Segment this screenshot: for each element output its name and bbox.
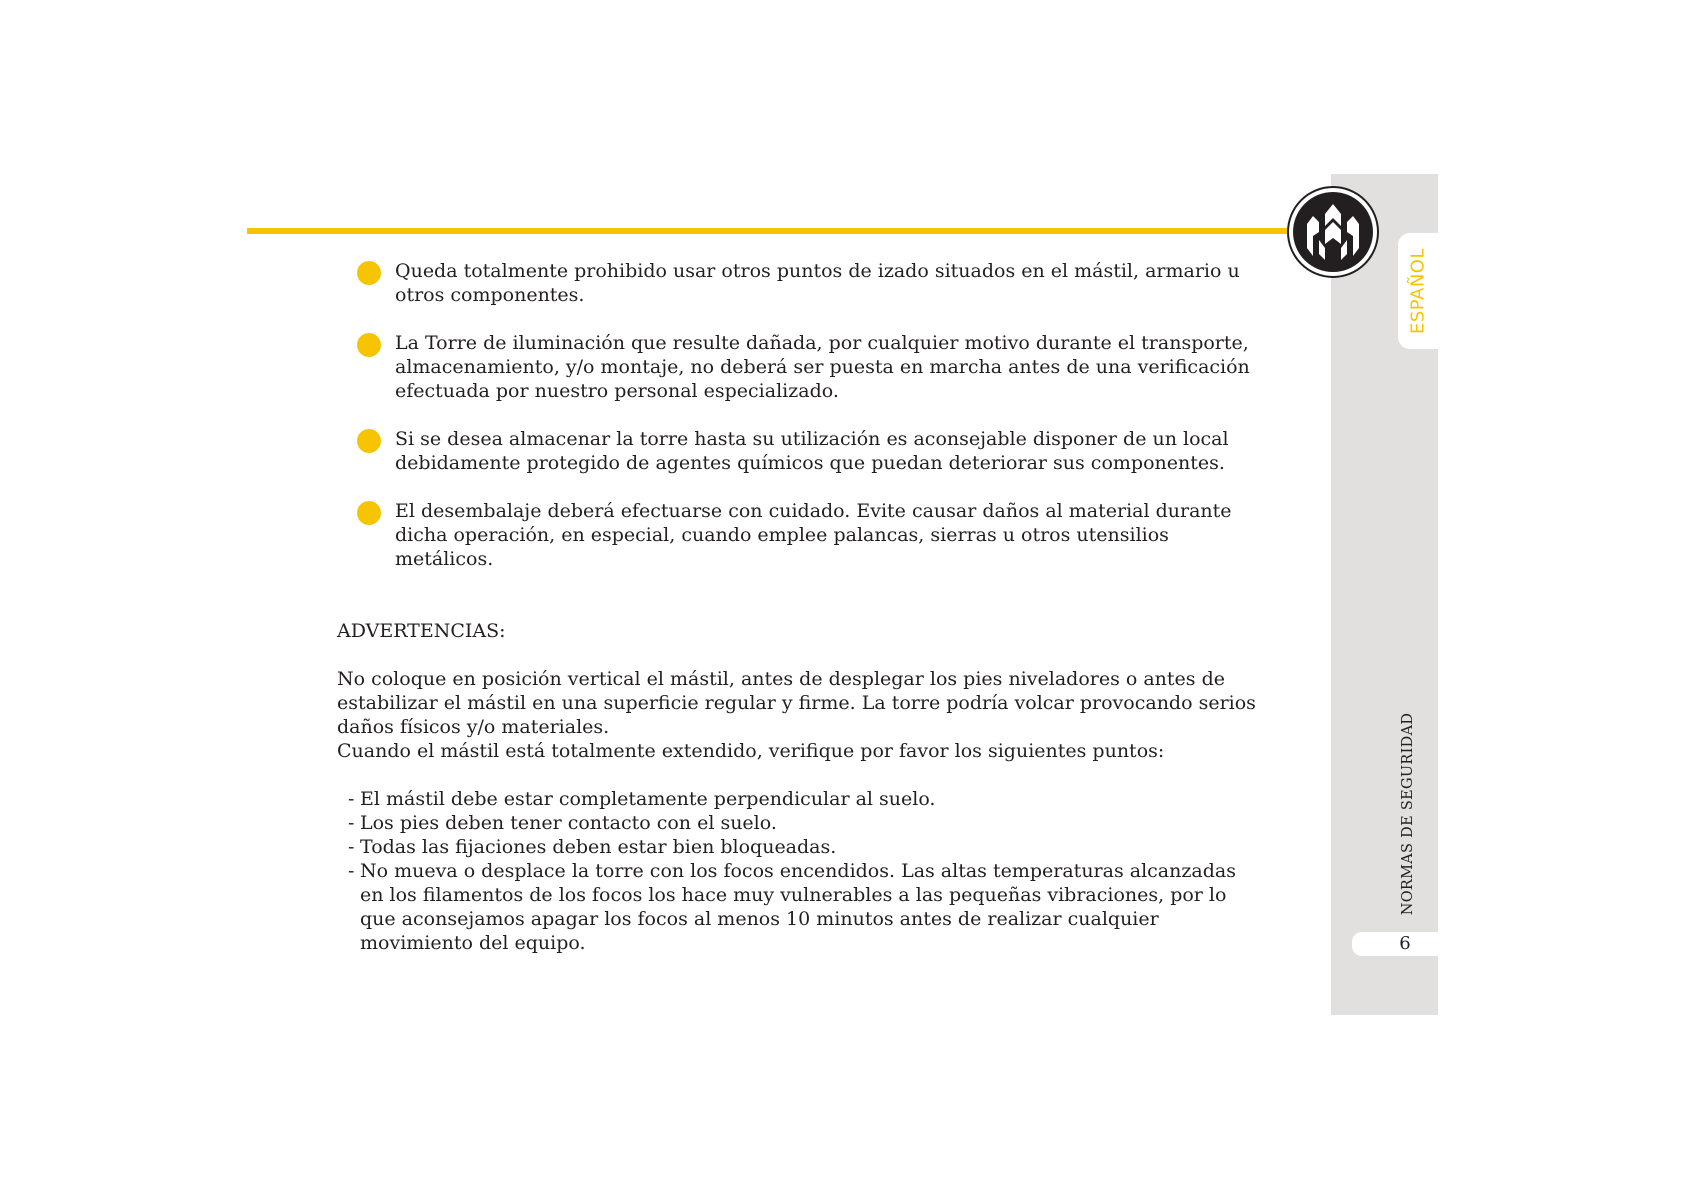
list-item [337, 811, 1257, 835]
list-item [337, 787, 1257, 811]
bullet-dot-icon [357, 333, 381, 357]
main-content [337, 259, 1257, 955]
brand-logo-icon [1287, 186, 1379, 278]
bullet-text: El desembalaje deberá efectuarse con cuidado. Evite causar daños al material durante dicha operación, en especial, cuando emplee palancas, sierras u otros utensilios metálicos. [395, 500, 1232, 570]
language-label: ESPAÑOL [1407, 248, 1429, 334]
bullet-dot-icon [357, 501, 381, 525]
bullet-item [337, 499, 1257, 571]
section-title: NORMAS DE SEGURIDAD [1400, 712, 1416, 916]
list-item-text: No mueva o desplace la torre con los focos encendidos. Las altas temperaturas alcanzadas en los filamentos de los focos los hace muy vulnerables a las pequeñas vibraciones, por lo que aconsejamos apagar los focos al menos 10 minutos antes de realizar cualquier movimiento del equipo. [360, 860, 1236, 954]
dash-marker: - [348, 836, 355, 858]
bullet-text: Si se desea almacenar la torre hasta su utilización es aconsejable disponer de un local debidamente protegido de agentes químicos que puedan deteriorar sus componentes. [395, 428, 1229, 474]
warnings-heading: ADVERTENCIAS: [337, 620, 506, 642]
list-item-text: Todas las fijaciones deben estar bien bloqueadas. [360, 836, 837, 858]
bullet-dot-icon [357, 429, 381, 453]
bullet-dot-icon [357, 261, 381, 285]
list-item [337, 859, 1257, 955]
list-item-text: Los pies deben tener contacto con el suelo. [360, 812, 777, 834]
header-rule [247, 228, 1287, 234]
bullet-item [337, 427, 1257, 475]
dash-marker: - [348, 788, 355, 810]
page-number: 6 [1399, 933, 1411, 954]
dash-marker: - [348, 860, 355, 882]
warnings-intro: Cuando el mástil está totalmente extendido, verifique por favor los siguientes puntos: [337, 740, 1165, 762]
warnings-list [337, 787, 1257, 955]
warnings-paragraph: No coloque en posición vertical el mástil, antes de desplegar los pies niveladores o antes de estabilizar el mástil en una superficie regular y firme. La torre podría volcar provocando serios daños físicos y/o materiales. [337, 668, 1256, 738]
list-item-text: El mástil debe estar completamente perpendicular al suelo. [360, 788, 936, 810]
bullet-text: La Torre de iluminación que resulte dañada, por cualquier motivo durante el transporte, almacenamiento, y/o montaje, no deberá ser puesta en marcha antes de una verificación efectuada por nuestro personal especializado. [395, 332, 1250, 402]
bullet-item [337, 331, 1257, 403]
bullet-item [337, 259, 1257, 307]
dash-marker: - [348, 812, 355, 834]
list-item [337, 835, 1257, 859]
bullet-text: Queda totalmente prohibido usar otros puntos de izado situados en el mástil, armario u otros componentes. [395, 260, 1240, 306]
